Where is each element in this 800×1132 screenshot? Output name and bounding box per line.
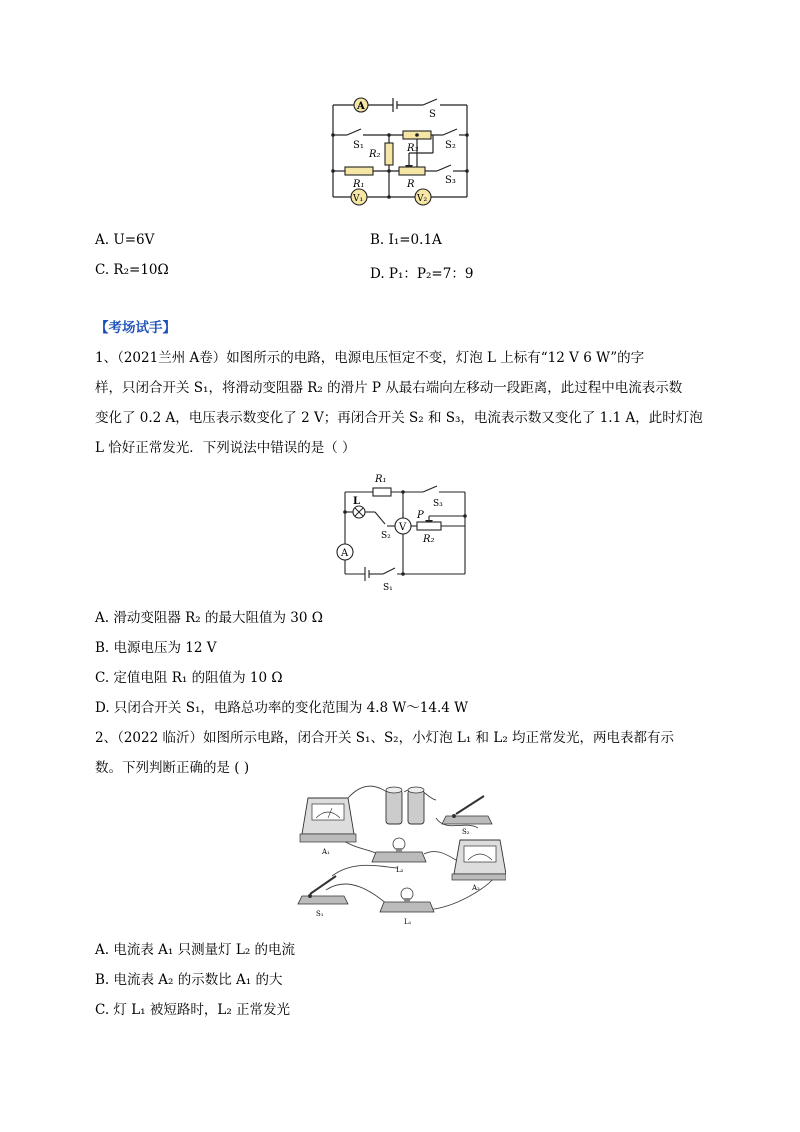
- fig2-s2-label: S₂: [381, 531, 391, 541]
- fig3-a2-label: A₂: [472, 884, 480, 892]
- fig2-r1-label: R₁: [375, 474, 387, 485]
- circuit-diagram-1: [325, 95, 475, 210]
- fig1-switch-s1-label: S₁: [353, 140, 364, 151]
- q2-line-1: 2、（2022 临沂）如图所示电路，闭合开关 S₁、S₂，小灯泡 L₁ 和 L₂ 均正常发光，两电表都有示: [95, 730, 675, 746]
- fig2-s3-label: S₃: [433, 499, 443, 509]
- q1-line-3: 变化了 0.2 A，电压表示数变化了 2 V；再闭合开关 S₂ 和 S₃，电流表示数又变化了 1.1 A，此时灯泡: [95, 410, 703, 426]
- fig1-switch-s3-label: S₃: [445, 175, 456, 186]
- fig1-r1-label: R₁: [353, 179, 365, 190]
- q1-line-2: 样，只闭合开关 S₁，将滑动变阻器 R₂ 的滑片 P 从最右端向左移动一段距离，此过程中电流表示数: [95, 380, 683, 396]
- fig2-l-label: L: [353, 496, 361, 507]
- fig2-p-label: P: [417, 510, 424, 521]
- fig3-l1-label: L₁: [404, 918, 412, 926]
- fig1-switch-s2-label: S₂: [445, 140, 456, 151]
- q1-line-4: L 恰好正常发光．下列说法中错误的是（ ）: [95, 440, 356, 456]
- physical-circuit-drawing: [296, 778, 506, 930]
- q2-option-b: B. 电流表 A₂ 的示数比 A₁ 的大: [95, 972, 283, 988]
- fig1-r2-label: R₂: [369, 149, 381, 160]
- q1-line-1: 1、（2021兰州 A卷）如图所示的电路，电源电压恒定不变，灯泡 L 上标有“12 V 6 W”的字: [95, 350, 645, 366]
- fig1-switch-s-label: S: [429, 109, 436, 120]
- q2-option-c: C. 灯 L₁ 被短路时，L₂ 正常发光: [95, 1002, 291, 1018]
- fig3-s1-label: S₁: [316, 910, 324, 918]
- fig1-ammeter-label: A: [357, 101, 365, 112]
- fig2-s1-label: S₁: [383, 583, 393, 593]
- q2-option-a: A. 电流表 A₁ 只测量灯 L₂ 的电流: [95, 942, 296, 958]
- option-d: D. P₁：P₂=7：9: [370, 266, 474, 282]
- q1-option-a: A. 滑动变阻器 R₂ 的最大阻值为 30 Ω: [95, 610, 323, 626]
- fig2-r2-label: R₂: [423, 534, 435, 545]
- fig2-ammeter-label: A: [341, 548, 349, 559]
- fig3-s2-label: S₂: [462, 828, 470, 836]
- q1-option-c: C. 定值电阻 R₁ 的阻值为 10 Ω: [95, 670, 283, 686]
- fig1-r-label: R: [407, 179, 415, 190]
- q1-option-d: D. 只闭合开关 S₁，电路总功率的变化范围为 4.8 W～14.4 W: [95, 700, 469, 716]
- option-a: A. U=6V: [95, 232, 155, 248]
- q2-line-2: 数。下列判断正确的是 ( ): [95, 760, 250, 776]
- fig2-voltmeter-label: V: [399, 522, 407, 533]
- fig1-v2-label: V₂: [417, 194, 428, 204]
- option-b: B. I₁=0.1A: [370, 232, 442, 248]
- fig3-l2-label: L₂: [396, 866, 404, 874]
- circuit-diagram-2: [325, 468, 475, 593]
- fig1-r3-label: R₃: [407, 143, 419, 154]
- section-title: 【考场试手】: [95, 320, 176, 336]
- fig1-v1-label: V₁: [353, 194, 364, 204]
- q1-option-b: B. 电源电压为 12 V: [95, 640, 217, 656]
- option-c: C. R₂=10Ω: [95, 262, 169, 278]
- fig3-a1-label: A₁: [322, 848, 330, 856]
